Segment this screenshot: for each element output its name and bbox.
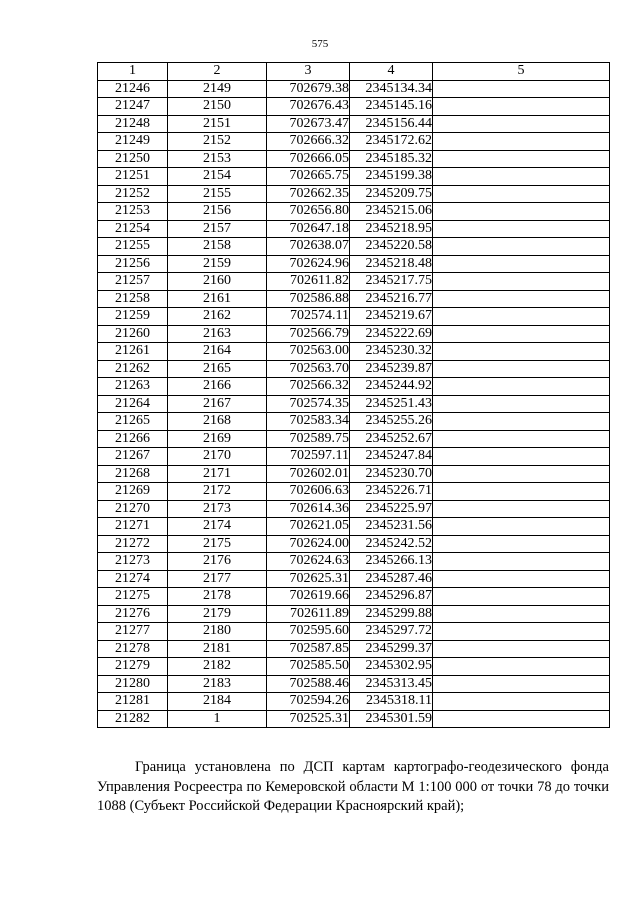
table-cell-col-3: 702594.26 — [267, 693, 350, 711]
table-cell-col-3: 702588.46 — [267, 675, 350, 693]
page-number: 575 — [311, 38, 329, 50]
table-cell-col-2: 2158 — [168, 238, 267, 256]
table-cell-col-5 — [433, 605, 610, 623]
table-header-row — [98, 63, 610, 81]
table-cell-col-3: 702566.79 — [267, 325, 350, 343]
table-cell-col-3: 702666.32 — [267, 133, 350, 151]
table-cell-col-5 — [433, 378, 610, 396]
table-cell-col-5 — [433, 413, 610, 431]
table-cell-col-3: 702647.18 — [267, 220, 350, 238]
table-cell-col-2: 2165 — [168, 360, 267, 378]
table-cell-col-3: 702638.07 — [267, 238, 350, 256]
header-col-1: 1 — [98, 63, 168, 81]
table-row — [98, 553, 610, 571]
table-cell-col-1: 21259 — [98, 308, 168, 326]
table-cell-col-5 — [433, 448, 610, 466]
table-row — [98, 203, 610, 221]
table-cell-col-2: 2179 — [168, 605, 267, 623]
table-cell-col-5 — [433, 483, 610, 501]
table-cell-col-2: 2183 — [168, 675, 267, 693]
table-cell-col-3: 702619.66 — [267, 588, 350, 606]
table-cell-col-3: 702563.00 — [267, 343, 350, 361]
table-cell-col-3: 702595.60 — [267, 623, 350, 641]
table-cell-col-4: 2345299.88 — [350, 605, 433, 623]
table-cell-col-1: 21276 — [98, 605, 168, 623]
table-cell-col-4: 2345199.38 — [350, 168, 433, 186]
table-cell-col-3: 702585.50 — [267, 658, 350, 676]
table-row — [98, 588, 610, 606]
table-row — [98, 675, 610, 693]
table-cell-col-5 — [433, 675, 610, 693]
table-cell-col-3: 702606.63 — [267, 483, 350, 501]
table-row — [98, 290, 610, 308]
table-cell-col-1: 21258 — [98, 290, 168, 308]
table-cell-col-4: 2345156.44 — [350, 115, 433, 133]
table-cell-col-5 — [433, 238, 610, 256]
table-cell-col-1: 21268 — [98, 465, 168, 483]
table-cell-col-5 — [433, 518, 610, 536]
table-cell-col-5 — [433, 640, 610, 658]
table-cell-col-3: 702574.35 — [267, 395, 350, 413]
table-cell-col-2: 2155 — [168, 185, 267, 203]
table-cell-col-4: 2345216.77 — [350, 290, 433, 308]
table-cell-col-5 — [433, 115, 610, 133]
table-cell-col-2: 2156 — [168, 203, 267, 221]
table-cell-col-5 — [433, 150, 610, 168]
table-cell-col-2: 2152 — [168, 133, 267, 151]
table-cell-col-4: 2345172.62 — [350, 133, 433, 151]
table-cell-col-1: 21265 — [98, 413, 168, 431]
table-cell-col-5 — [433, 623, 610, 641]
table-cell-col-3: 702679.38 — [267, 80, 350, 98]
table-cell-col-4: 2345266.13 — [350, 553, 433, 571]
table-cell-col-3: 702676.43 — [267, 98, 350, 116]
table-row — [98, 80, 610, 98]
table-cell-col-5 — [433, 588, 610, 606]
table-cell-col-2: 2174 — [168, 518, 267, 536]
table-cell-col-3: 702621.05 — [267, 518, 350, 536]
table-cell-col-1: 21249 — [98, 133, 168, 151]
table-cell-col-2: 2168 — [168, 413, 267, 431]
table-cell-col-5 — [433, 308, 610, 326]
table-cell-col-1: 21247 — [98, 98, 168, 116]
table-cell-col-4: 2345134.34 — [350, 80, 433, 98]
table-row — [98, 150, 610, 168]
table-cell-col-2: 2167 — [168, 395, 267, 413]
table-cell-col-3: 702586.88 — [267, 290, 350, 308]
table-cell-col-4: 2345218.95 — [350, 220, 433, 238]
table-cell-col-2: 2169 — [168, 430, 267, 448]
table-cell-col-2: 2181 — [168, 640, 267, 658]
table-cell-col-5 — [433, 553, 610, 571]
table-cell-col-1: 21275 — [98, 588, 168, 606]
table-row — [98, 605, 610, 623]
table-cell-col-1: 21272 — [98, 535, 168, 553]
table-cell-col-4: 2345297.72 — [350, 623, 433, 641]
table-cell-col-3: 702673.47 — [267, 115, 350, 133]
table-cell-col-4: 2345225.97 — [350, 500, 433, 518]
table-cell-col-5 — [433, 325, 610, 343]
table-cell-col-1: 21280 — [98, 675, 168, 693]
table-cell-col-1: 21270 — [98, 500, 168, 518]
table-cell-col-4: 2345185.32 — [350, 150, 433, 168]
table-cell-col-1: 21256 — [98, 255, 168, 273]
table-cell-col-4: 2345301.59 — [350, 710, 433, 728]
table-cell-col-4: 2345217.75 — [350, 273, 433, 291]
table-cell-col-1: 21267 — [98, 448, 168, 466]
table-cell-col-3: 702624.96 — [267, 255, 350, 273]
table-row — [98, 448, 610, 466]
table-row — [98, 273, 610, 291]
table-cell-col-3: 702574.11 — [267, 308, 350, 326]
table-cell-col-1: 21264 — [98, 395, 168, 413]
table-cell-col-5 — [433, 710, 610, 728]
table-row — [98, 395, 610, 413]
table-row — [98, 168, 610, 186]
table-cell-col-2: 2166 — [168, 378, 267, 396]
table-cell-col-2: 2163 — [168, 325, 267, 343]
table-cell-col-2: 2164 — [168, 343, 267, 361]
table-cell-col-2: 2173 — [168, 500, 267, 518]
table-cell-col-4: 2345299.37 — [350, 640, 433, 658]
table-cell-col-2: 2149 — [168, 80, 267, 98]
table-cell-col-3: 702583.34 — [267, 413, 350, 431]
header-col-2: 2 — [168, 63, 267, 81]
table-row — [98, 623, 610, 641]
table-cell-col-5 — [433, 693, 610, 711]
table-cell-col-1: 21271 — [98, 518, 168, 536]
table-row — [98, 133, 610, 151]
table-cell-col-4: 2345219.67 — [350, 308, 433, 326]
table-cell-col-2: 2157 — [168, 220, 267, 238]
table-row — [98, 518, 610, 536]
table-row — [98, 325, 610, 343]
table-cell-col-5 — [433, 133, 610, 151]
table-cell-col-5 — [433, 98, 610, 116]
table-row — [98, 255, 610, 273]
table-cell-col-5 — [433, 430, 610, 448]
table-cell-col-4: 2345220.58 — [350, 238, 433, 256]
table-row — [98, 500, 610, 518]
table-cell-col-4: 2345255.26 — [350, 413, 433, 431]
table-cell-col-2: 2184 — [168, 693, 267, 711]
table-cell-col-3: 702624.63 — [267, 553, 350, 571]
table-row — [98, 378, 610, 396]
table-row — [98, 360, 610, 378]
table-cell-col-1: 21255 — [98, 238, 168, 256]
table-cell-col-1: 21277 — [98, 623, 168, 641]
table-cell-col-3: 702662.35 — [267, 185, 350, 203]
table-cell-col-1: 21254 — [98, 220, 168, 238]
table-cell-col-4: 2345242.52 — [350, 535, 433, 553]
table-cell-col-5 — [433, 290, 610, 308]
table-cell-col-2: 2177 — [168, 570, 267, 588]
table-cell-col-1: 21269 — [98, 483, 168, 501]
table-cell-col-2: 1 — [168, 710, 267, 728]
table-row — [98, 693, 610, 711]
table-cell-col-5 — [433, 220, 610, 238]
table-cell-col-3: 702665.75 — [267, 168, 350, 186]
table-row — [98, 115, 610, 133]
table-cell-col-3: 702587.85 — [267, 640, 350, 658]
table-row — [98, 570, 610, 588]
table-cell-col-4: 2345313.45 — [350, 675, 433, 693]
table-cell-col-1: 21262 — [98, 360, 168, 378]
table-cell-col-3: 702624.00 — [267, 535, 350, 553]
table-cell-col-5 — [433, 500, 610, 518]
table-row — [98, 658, 610, 676]
table-cell-col-4: 2345230.70 — [350, 465, 433, 483]
table-cell-col-1: 21253 — [98, 203, 168, 221]
table-cell-col-1: 21261 — [98, 343, 168, 361]
coordinates-table — [97, 62, 610, 728]
table-cell-col-1: 21281 — [98, 693, 168, 711]
table-cell-col-3: 702563.70 — [267, 360, 350, 378]
table-row — [98, 430, 610, 448]
table-cell-col-1: 21278 — [98, 640, 168, 658]
table-cell-col-5 — [433, 255, 610, 273]
table-cell-col-2: 2170 — [168, 448, 267, 466]
table-row — [98, 98, 610, 116]
table-cell-col-2: 2182 — [168, 658, 267, 676]
table-cell-col-1: 21251 — [98, 168, 168, 186]
table-cell-col-4: 2345218.48 — [350, 255, 433, 273]
table-cell-col-4: 2345215.06 — [350, 203, 433, 221]
table-cell-col-4: 2345302.95 — [350, 658, 433, 676]
table-cell-col-5 — [433, 273, 610, 291]
table-cell-col-2: 2154 — [168, 168, 267, 186]
table-cell-col-3: 702525.31 — [267, 710, 350, 728]
table-cell-col-1: 21250 — [98, 150, 168, 168]
table-cell-col-2: 2151 — [168, 115, 267, 133]
table-cell-col-1: 21252 — [98, 185, 168, 203]
table-cell-col-2: 2161 — [168, 290, 267, 308]
table-cell-col-5 — [433, 395, 610, 413]
table-cell-col-3: 702666.05 — [267, 150, 350, 168]
table-cell-col-2: 2176 — [168, 553, 267, 571]
table-row — [98, 185, 610, 203]
table-cell-col-2: 2162 — [168, 308, 267, 326]
table-cell-col-4: 2345226.71 — [350, 483, 433, 501]
table-cell-col-5 — [433, 535, 610, 553]
table-cell-col-1: 21246 — [98, 80, 168, 98]
table-cell-col-4: 2345318.11 — [350, 693, 433, 711]
table-cell-col-3: 702566.32 — [267, 378, 350, 396]
table-cell-col-1: 21266 — [98, 430, 168, 448]
table-cell-col-1: 21260 — [98, 325, 168, 343]
table-cell-col-2: 2153 — [168, 150, 267, 168]
table-cell-col-5 — [433, 658, 610, 676]
table-cell-col-3: 702589.75 — [267, 430, 350, 448]
table-cell-col-3: 702602.01 — [267, 465, 350, 483]
header-col-3: 3 — [267, 63, 350, 81]
table-cell-col-2: 2180 — [168, 623, 267, 641]
table-cell-col-4: 2345145.16 — [350, 98, 433, 116]
boundary-note-text: Граница установлена по ДСП картам картографо-геодезического фонда Управления Росреестра по Кемеровской области М 1:100 000 от точки 78 до точки 1088 (Субъект Российской Федерации Красноярский край); — [97, 759, 609, 814]
table-row — [98, 640, 610, 658]
table-cell-col-5 — [433, 203, 610, 221]
table-cell-col-4: 2345209.75 — [350, 185, 433, 203]
table-cell-col-2: 2159 — [168, 255, 267, 273]
table-body — [98, 80, 610, 728]
table-cell-col-4: 2345231.56 — [350, 518, 433, 536]
table-cell-col-5 — [433, 360, 610, 378]
table-row — [98, 535, 610, 553]
table-cell-col-3: 702611.82 — [267, 273, 350, 291]
table-cell-col-4: 2345222.69 — [350, 325, 433, 343]
table-cell-col-4: 2345296.87 — [350, 588, 433, 606]
table-cell-col-1: 21273 — [98, 553, 168, 571]
table-cell-col-1: 21263 — [98, 378, 168, 396]
table-row — [98, 413, 610, 431]
table-cell-col-2: 2171 — [168, 465, 267, 483]
table-cell-col-4: 2345239.87 — [350, 360, 433, 378]
table-cell-col-1: 21257 — [98, 273, 168, 291]
table-row — [98, 238, 610, 256]
table-cell-col-4: 2345230.32 — [350, 343, 433, 361]
table-cell-col-5 — [433, 185, 610, 203]
table-cell-col-3: 702656.80 — [267, 203, 350, 221]
table-cell-col-3: 702625.31 — [267, 570, 350, 588]
table-cell-col-2: 2178 — [168, 588, 267, 606]
table-cell-col-1: 21248 — [98, 115, 168, 133]
header-col-5: 5 — [433, 63, 610, 81]
table-cell-col-1: 21282 — [98, 710, 168, 728]
table-cell-col-1: 21279 — [98, 658, 168, 676]
table-row — [98, 465, 610, 483]
table-row — [98, 710, 610, 728]
table-cell-col-2: 2172 — [168, 483, 267, 501]
table-cell-col-1: 21274 — [98, 570, 168, 588]
table-cell-col-4: 2345247.84 — [350, 448, 433, 466]
table-cell-col-3: 702597.11 — [267, 448, 350, 466]
table-row — [98, 308, 610, 326]
table-cell-col-4: 2345251.43 — [350, 395, 433, 413]
table-cell-col-2: 2160 — [168, 273, 267, 291]
table-cell-col-2: 2150 — [168, 98, 267, 116]
table-cell-col-5 — [433, 168, 610, 186]
table-row — [98, 343, 610, 361]
table-cell-col-3: 702611.89 — [267, 605, 350, 623]
table-cell-col-2: 2175 — [168, 535, 267, 553]
table-cell-col-4: 2345244.92 — [350, 378, 433, 396]
table-row — [98, 220, 610, 238]
table-cell-col-5 — [433, 80, 610, 98]
header-col-4: 4 — [350, 63, 433, 81]
table-cell-col-4: 2345252.67 — [350, 430, 433, 448]
table-cell-col-4: 2345287.46 — [350, 570, 433, 588]
boundary-note — [97, 758, 609, 817]
table-cell-col-3: 702614.36 — [267, 500, 350, 518]
table-cell-col-5 — [433, 465, 610, 483]
table-cell-col-5 — [433, 343, 610, 361]
table-cell-col-5 — [433, 570, 610, 588]
table-row — [98, 483, 610, 501]
